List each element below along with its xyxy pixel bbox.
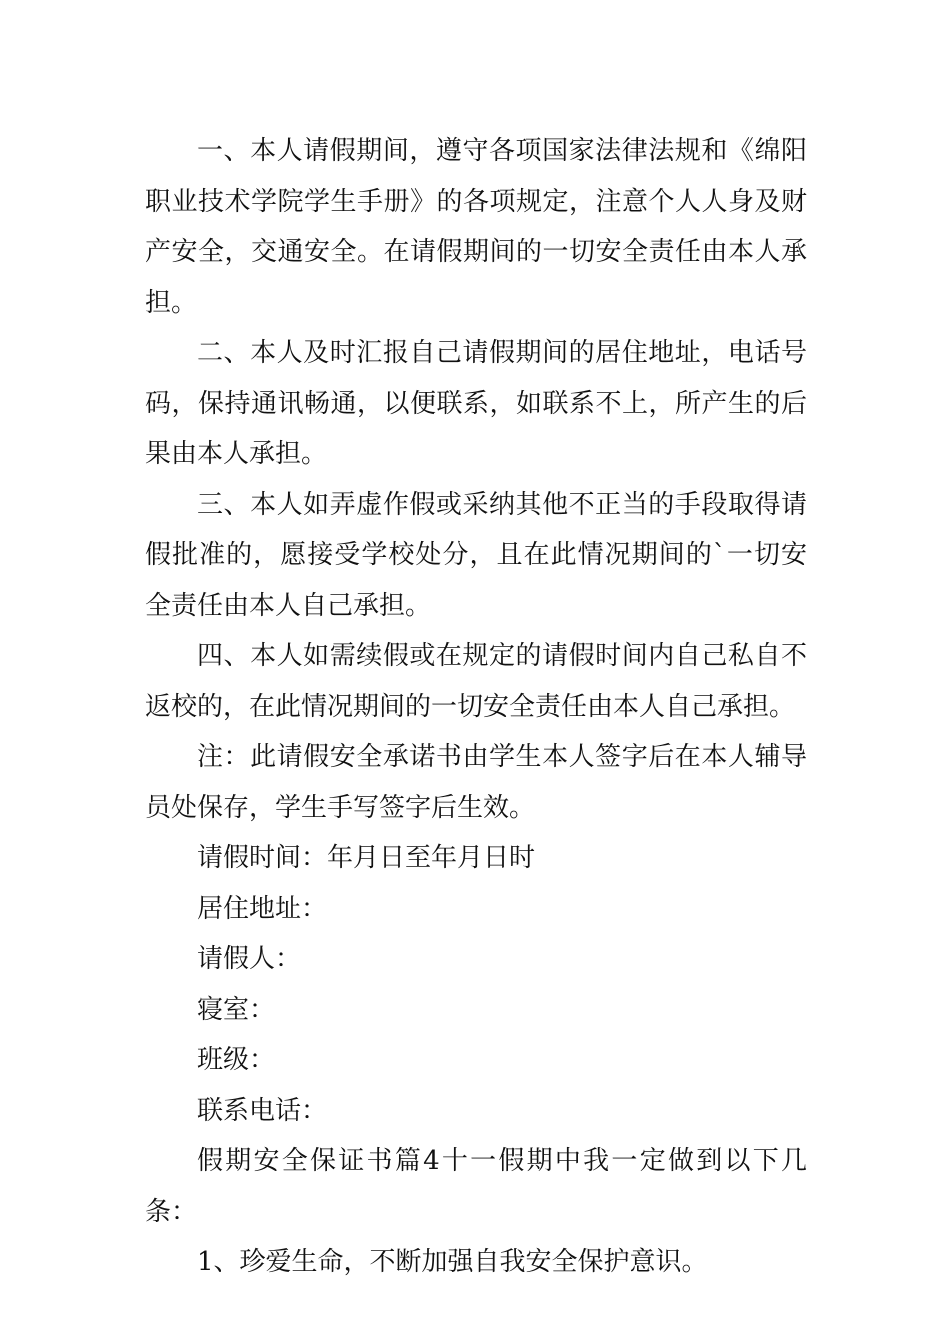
field-phone: 联系电话：: [197, 1095, 328, 1126]
paragraph-note: 注：此请假安全承诺书由学生本人签字后在本人辅导员处保存，学生手写签字后生效。: [145, 742, 807, 823]
paragraph-item-1: 1、珍爱生命，不断加强自我安全保护意识。: [197, 1247, 708, 1277]
paragraph-clause-3: 三、本人如弄虚作假或采纳其他不正当的手段取得请假批准的，愿接受学校处分，且在此情况期间的`一切安全责任由本人自己承担。: [145, 489, 807, 621]
field-dorm: 寝室：: [197, 994, 276, 1025]
paragraph-clause-2: 二、本人及时汇报自己请假期间的居住地址，电话号码，保持通讯畅通，以便联系，如联系不上，所产生的后果由本人承担。: [145, 338, 807, 469]
paragraph-section-heading: 假期安全保证书篇4十一假期中我一定做到以下几条：: [145, 1146, 807, 1227]
field-address: 居住地址：: [197, 893, 328, 924]
field-applicant: 请假人：: [197, 944, 302, 974]
field-class: 班级：: [197, 1045, 276, 1075]
paragraph-clause-1: 一、本人请假期间，遵守各项国家法律法规和《绵阳职业技术学院学生手册》的各项规定，注意个人人身及财产安全，交通安全。在请假期间的一切安全责任由本人承担。: [145, 136, 807, 318]
document-body: [145, 126, 807, 1288]
paragraph-clause-4: 四、本人如需续假或在规定的请假时间内自己私自不返校的，在此情况期间的一切安全责任由本人自己承担。: [145, 641, 807, 722]
field-leave-time: 请假时间：年月日至年月日时: [197, 843, 536, 873]
